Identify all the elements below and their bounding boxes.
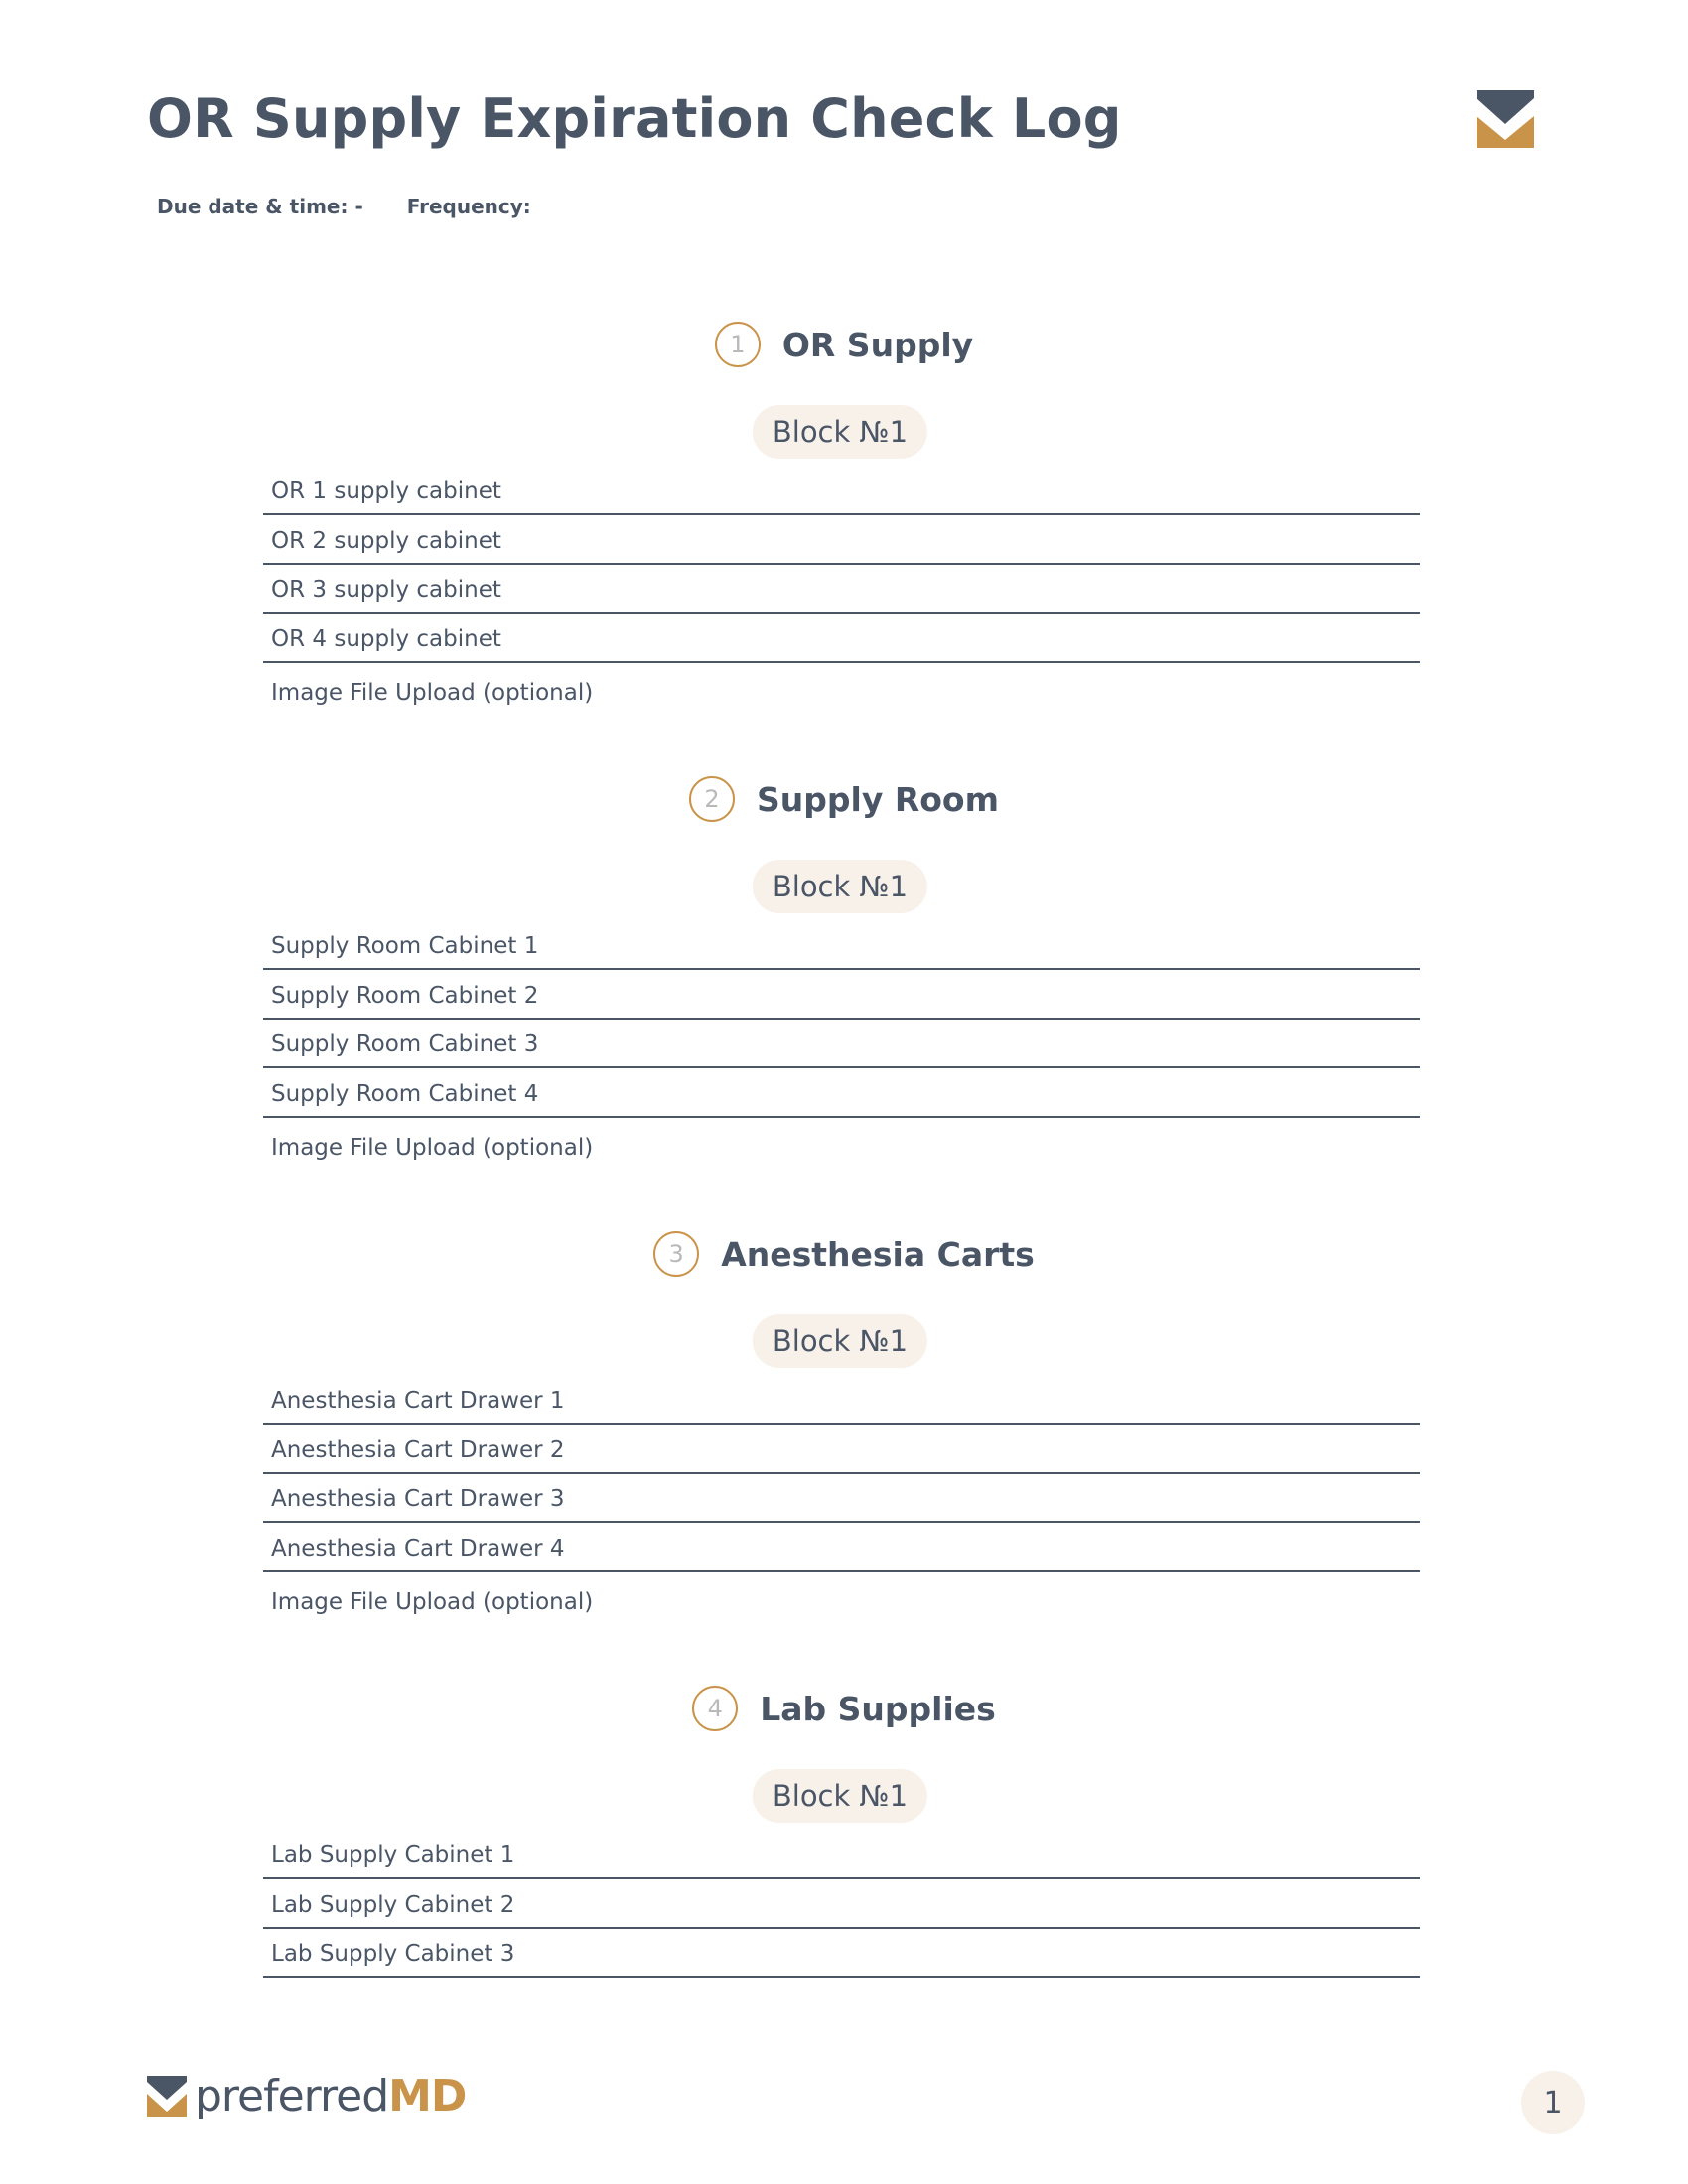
brand-name-bold: MD <box>388 2071 467 2121</box>
list-item[interactable] <box>263 1882 1420 1929</box>
row-label: Anesthesia Cart Drawer 1 <box>271 1388 565 1414</box>
section-title: OR Supply <box>781 325 974 364</box>
footer-brand-logo <box>147 2071 466 2121</box>
section-number-badge: 1 <box>715 322 761 367</box>
row-label: Supply Room Cabinet 3 <box>271 1031 539 1057</box>
row-label: OR 3 supply cabinet <box>271 577 501 603</box>
list-item[interactable] <box>263 1071 1420 1118</box>
upload-label: Image File Upload (optional) <box>271 1135 594 1160</box>
page-title: OR Supply Expiration Check Log <box>147 87 1122 150</box>
row-label: Anesthesia Cart Drawer 3 <box>271 1486 565 1512</box>
row-label: OR 1 supply cabinet <box>271 478 501 504</box>
section-number-badge: 4 <box>692 1686 738 1731</box>
block-pill: Block №1 <box>753 1314 927 1368</box>
section-title: Lab Supplies <box>760 1689 996 1728</box>
row-list <box>263 469 1420 712</box>
block-pill: Block №1 <box>753 860 927 913</box>
list-item[interactable] <box>263 1931 1420 1978</box>
section-heading <box>0 774 1688 824</box>
row-label: Supply Room Cabinet 1 <box>271 933 539 959</box>
block-pill: Block №1 <box>753 405 927 459</box>
section-number-badge: 3 <box>653 1231 699 1277</box>
row-list <box>263 1378 1420 1621</box>
row-label: Supply Room Cabinet 2 <box>271 982 539 1009</box>
row-list <box>263 1833 1420 1980</box>
section-heading <box>0 1684 1688 1733</box>
checkmark-logo-icon <box>147 2076 187 2117</box>
list-item[interactable] <box>263 1526 1420 1572</box>
section-heading <box>0 320 1688 369</box>
section-title: Anesthesia Carts <box>721 1234 1035 1274</box>
list-item[interactable] <box>263 1378 1420 1425</box>
list-item[interactable] <box>263 518 1420 565</box>
list-item[interactable] <box>263 567 1420 614</box>
section-title: Supply Room <box>757 779 999 819</box>
upload-label: Image File Upload (optional) <box>271 680 594 706</box>
row-label: Lab Supply Cabinet 3 <box>271 1941 515 1967</box>
row-label: OR 4 supply cabinet <box>271 625 501 652</box>
row-label: Lab Supply Cabinet 2 <box>271 1891 515 1918</box>
list-item[interactable] <box>263 1428 1420 1474</box>
list-item[interactable] <box>263 1833 1420 1879</box>
row-label: Supply Room Cabinet 4 <box>271 1080 539 1107</box>
list-item[interactable] <box>263 469 1420 515</box>
row-label: Anesthesia Cart Drawer 4 <box>271 1535 565 1562</box>
section-number-badge: 2 <box>689 776 735 822</box>
image-upload-field[interactable] <box>263 1574 1420 1621</box>
checkmark-logo-icon <box>1477 90 1534 148</box>
list-item[interactable] <box>263 923 1420 970</box>
row-label: OR 2 supply cabinet <box>271 527 501 554</box>
row-list <box>263 923 1420 1166</box>
page-number: 1 <box>1521 2071 1585 2134</box>
frequency-label: Frequency: <box>406 195 531 218</box>
row-label: Anesthesia Cart Drawer 2 <box>271 1436 565 1463</box>
brand-name-light: preferred <box>195 2071 389 2121</box>
list-item[interactable] <box>263 616 1420 663</box>
row-label: Lab Supply Cabinet 1 <box>271 1843 515 1868</box>
due-date-label: Due date & time: - <box>157 195 363 218</box>
list-item[interactable] <box>263 1022 1420 1068</box>
list-item[interactable] <box>263 973 1420 1020</box>
image-upload-field[interactable] <box>263 1120 1420 1166</box>
list-item[interactable] <box>263 1476 1420 1523</box>
image-upload-field[interactable] <box>263 665 1420 712</box>
block-pill: Block №1 <box>753 1769 927 1823</box>
upload-label: Image File Upload (optional) <box>271 1589 594 1615</box>
meta-row <box>157 195 531 218</box>
section-heading <box>0 1229 1688 1279</box>
